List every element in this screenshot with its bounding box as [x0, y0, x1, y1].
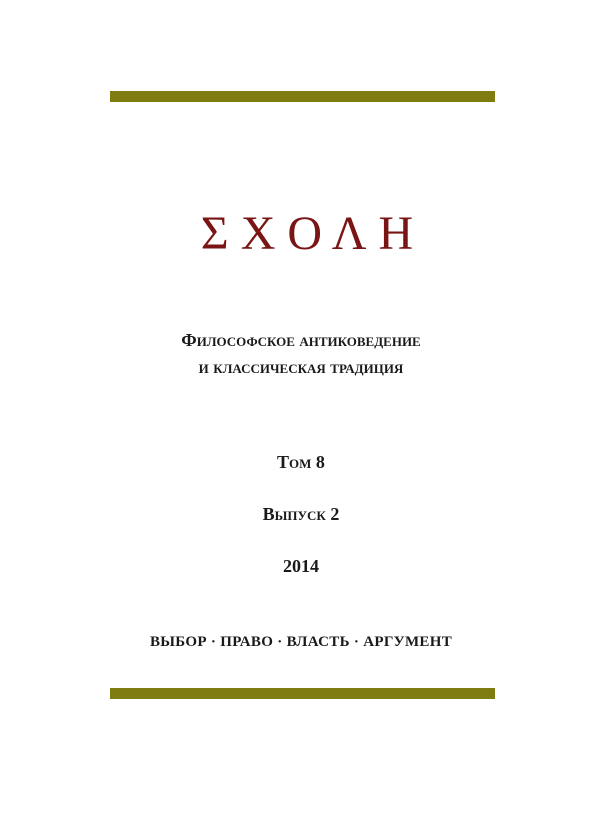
subtitle-line-2: и классическая традиция: [198, 357, 404, 377]
bottom-rule: [110, 688, 495, 699]
issue-number: Выпуск 2: [262, 504, 340, 524]
volume-number: Том 8: [277, 452, 325, 472]
issue-theme: ВЫБОР · ПРАВО · ВЛАСТЬ · АРГУМЕНТ: [149, 634, 453, 650]
subtitle-line-1: Философское антиковедение: [181, 330, 421, 350]
top-rule: [110, 91, 495, 102]
publication-year: 2014: [283, 556, 319, 576]
journal-title: ΣΧΟΛΗ: [200, 207, 426, 260]
